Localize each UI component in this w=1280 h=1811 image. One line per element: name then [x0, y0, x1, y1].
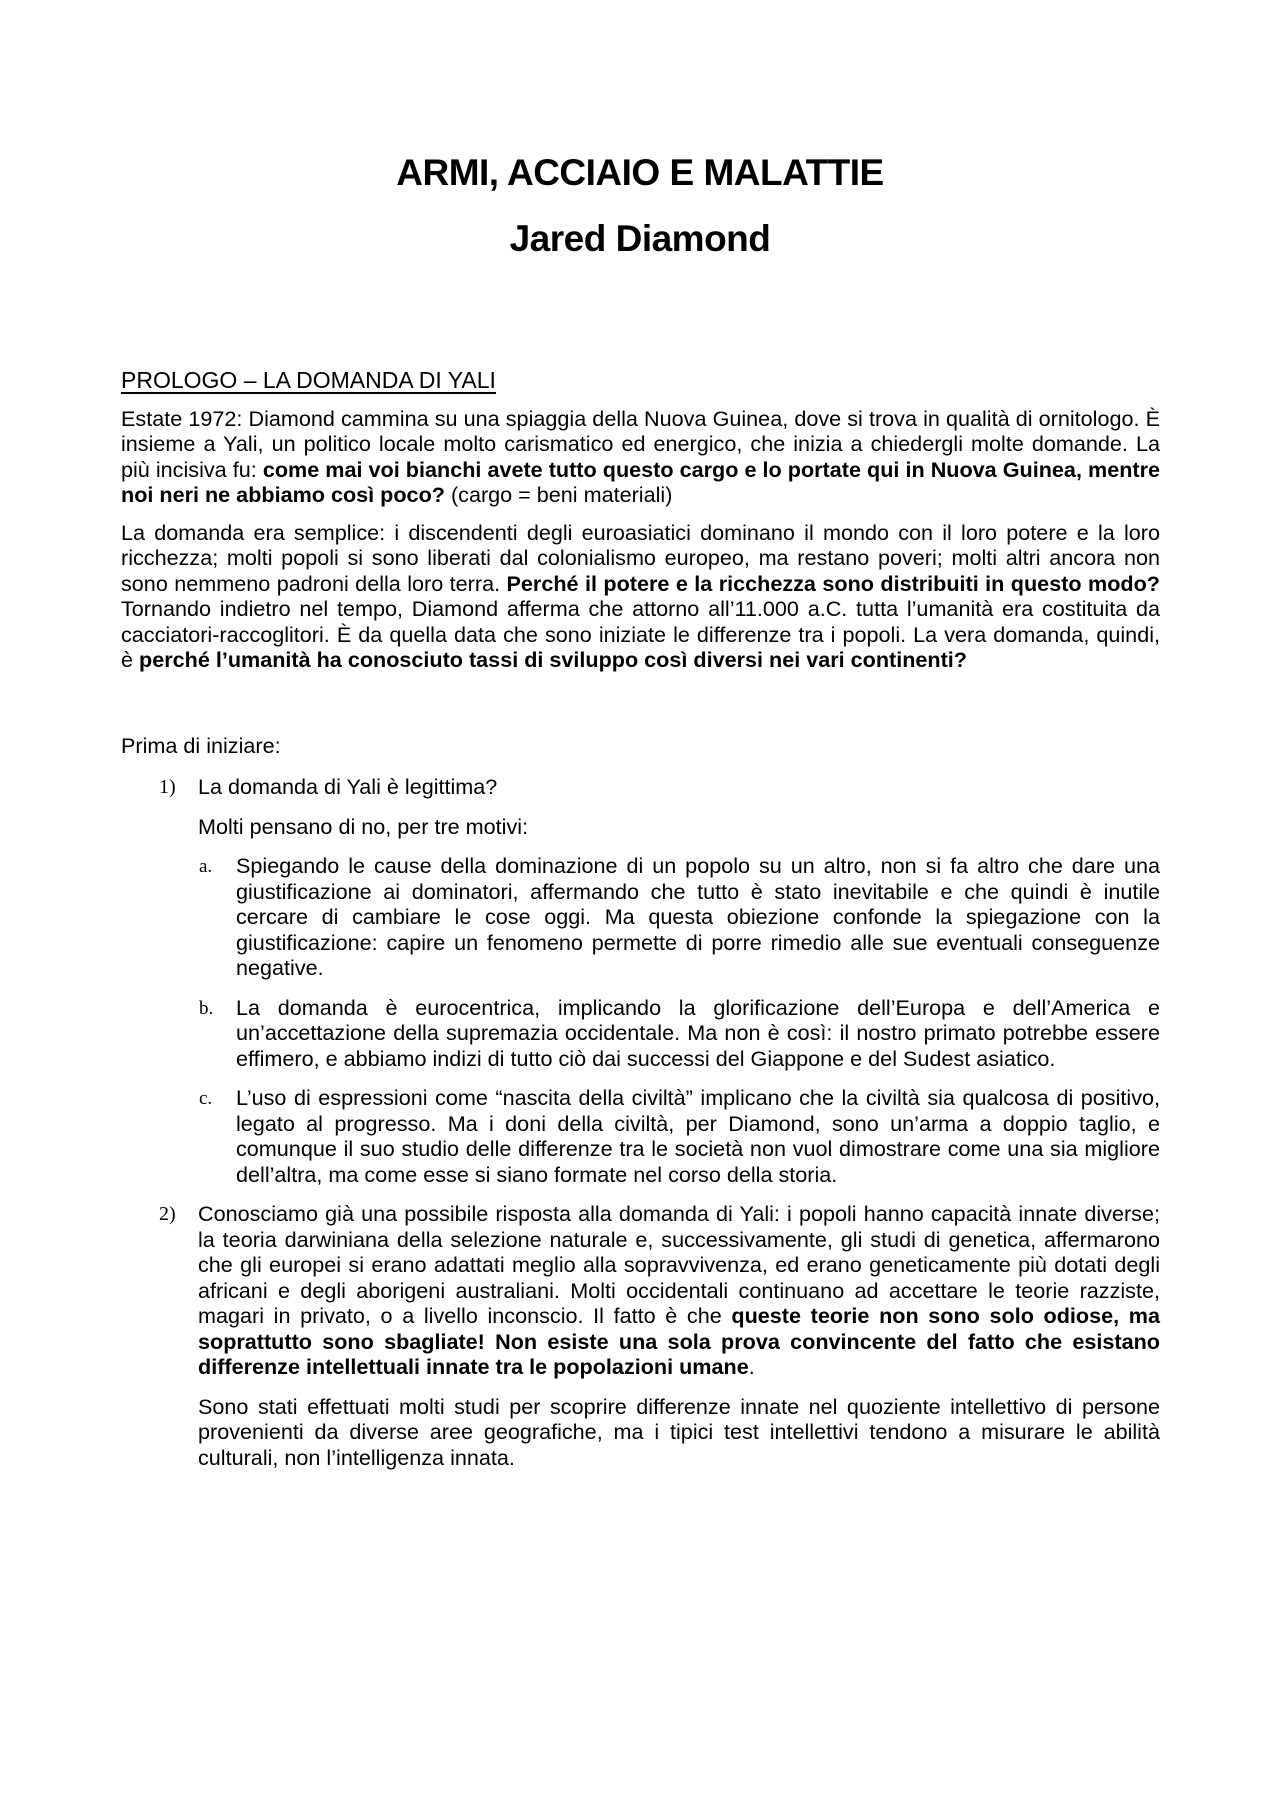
item-1-question: La domanda di Yali è legittima? [198, 774, 498, 799]
list-marker: b. [199, 997, 214, 1019]
paragraph-2-bold-2: perché l’umanità ha conosciuto tassi di sviluppo così diversi nei vari continenti? [139, 647, 967, 672]
sub-item-b-text: La domanda è eurocentrica, implicando la glorificazione dell’Europa e dell’America e un’accettazione della supremazia occidentale. Ma non è così: il nostro primato potrebbe essere effimero, e abbiamo indizi di tutto ciò dai successi del Giappone e del Sudest asiatico. [236, 994, 1160, 1071]
item-2-text-2: . [748, 1354, 755, 1379]
section-heading: PROLOGO – LA DOMANDA DI YALI [121, 367, 496, 393]
item-2-paragraph-2: Sono stati effettuati molti studi per scoprire differenze innate nel quoziente intellettivo di persone provenienti da diverse aree geografiche, ma i tipici test intellettivi tendono a misurare le abilità culturali, non l’intelligenza innata. [198, 1393, 1160, 1470]
item-2-bold-1: queste teorie non sono solo odiose, ma soprattutto sono sbagliate! Non esiste una sola prova convincente del fatto che esistano differenze intellettuali innate tra le popolazioni umane [198, 1303, 1160, 1379]
sub-item-c [121, 1085, 1160, 1187]
paragraph-2-bold-1: Perché il potere e la ricchezza sono distribuiti in questo modo? [506, 570, 1160, 596]
list-marker: 2) [159, 1203, 176, 1225]
paragraph-2 [121, 520, 1160, 673]
numbered-item-2 [121, 1201, 1160, 1470]
paragraph-1 [121, 406, 1160, 508]
lead-text: Prima di iniziare: [121, 732, 281, 758]
document-body [121, 368, 1160, 1482]
spacer [121, 685, 1160, 733]
sub-item-b [121, 995, 1160, 1072]
document-title: ARMI, ACCIAIO E MALATTIE [396, 152, 884, 193]
list-marker: a. [199, 856, 213, 877]
list-marker: 1) [159, 776, 176, 798]
paragraph-1-text-2: (cargo = beni materiali) [444, 482, 673, 507]
numbered-item-1 [121, 774, 1160, 839]
item-1-intro: Molti pensano di no, per tre motivi: [198, 813, 529, 839]
paragraph-2-text-1: La domanda era semplice: i discendenti degli euroasiatici dominano il mondo con il loro potere e la loro ricchezza; molti popoli si sono liberati dal colonialismo europeo, ma restano poveri; molti altri ancora non sono nemmeno padroni della loro terra. [121, 519, 1160, 596]
title-block [0, 140, 1280, 272]
paragraph-2-text-2: Tornando indietro nel tempo, Diamond afferma che attorno all’11.000 a.C. tutta l’umanità era costituita da cacciatori-raccoglitori. È da quella data che sono iniziate le differenze tra i popoli. La vera domanda, quindi, è [121, 596, 1160, 672]
list-marker: c. [199, 1088, 213, 1109]
paragraph-1-text-1: Estate 1972: Diamond cammina su una spiaggia della Nuova Guinea, dove si trova in qualità di ornitologo. È insieme a Yali, un politico locale molto carismatico ed energico, che inizia a chiedergli molte domande. La più incisiva fu: [121, 405, 1160, 482]
item-2-text-1: Conosciamo già una possibile risposta alla domanda di Yali: i popoli hanno capacità innate diverse; la teoria darwiniana della selezione naturale e, successivamente, gli studi di genetica, affermarono che gli europei si erano adattati meglio alla sopravvivenza, ed erano geneticamente più dotati degli africani e degli aborigeni australiani. Molti occidentali continuano ad accettare le teorie razziste, magari in privato, o a livello inconscio. Il fatto è che [198, 1201, 1160, 1328]
item-2-paragraph-1 [198, 1201, 1160, 1380]
paragraph-1-bold-1: come mai voi bianchi avete tutto questo cargo e lo portate qui in Nuova Guinea, mentre noi neri ne abbiamo così poco? [121, 456, 1161, 507]
sub-item-c-text: L’uso di espressioni come “nascita della civiltà” implicano che la civiltà sia qualcosa di positivo, legato al progresso. Ma i doni della civiltà, per Diamond, sono un’arma a doppio taglio, e comunque il suo studio delle differenze tra le società non vuol dimostrare come una sia migliore dell’altra, ma come esse si siano formate nel corso della storia. [236, 1085, 1160, 1187]
sub-item-a-text: Spiegando le cause della dominazione di un popolo su un altro, non si fa altro che dare una giustificazione ai dominatori, affermando che tutto è stato inevitabile e che quindi è inutile cercare di cambiare le cose oggi. Ma questa obiezione confonde la spiegazione con la giustificazione: capire un fenomeno permette di porre rimedio alle sue eventuali conseguenze negative. [236, 853, 1160, 980]
document-author: Jared Diamond [509, 218, 771, 259]
sub-item-a [121, 853, 1160, 981]
